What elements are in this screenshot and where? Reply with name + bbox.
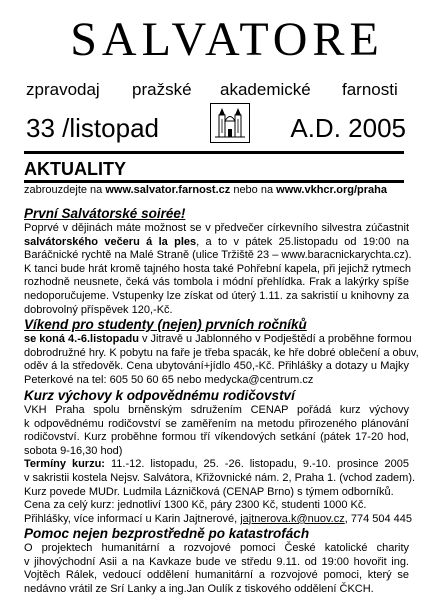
article-line: rozhodně neusnete, čeká vás tombola i módní přehlídka. Frak a lakýrky spíše xyxy=(24,276,409,289)
article-weekend xyxy=(24,316,419,387)
article-title: První Salvátorské soirée! xyxy=(24,206,186,221)
article-line xyxy=(24,458,409,472)
article-course xyxy=(24,387,416,526)
article-line: v jihovýchodní Asii a na Kavkaze bude ve středu 9.11. od 19:00 hovořit ing. xyxy=(24,555,409,568)
article-line: dobrodružné hry. K pobytu na faře je třeba spacák, ke hře dobré oblečení a obuv, xyxy=(24,346,419,359)
article-title: Víkend pro studenty (nejen) prvních ročníků xyxy=(24,317,307,332)
issue-date: A.D. 2005 xyxy=(290,113,406,143)
links-text: nebo na xyxy=(230,184,277,196)
article-title: Pomoc nejen bezprostředně po katastrofách xyxy=(24,526,310,541)
article-line: sobota 9-16,30 hod) xyxy=(24,444,123,457)
subtitle-word: farnosti xyxy=(342,80,398,99)
website-link[interactable]: www.vkhcr.org/praha xyxy=(276,184,387,196)
article-text: 11.-12. listopadu, 25. -26. listopadu, 9.-10. prosince 2005 xyxy=(104,458,410,471)
article-line: dobrovolný příspěvek 120,-Kč. xyxy=(24,303,173,316)
article-bold-text: Termíny kurzu: xyxy=(24,458,105,471)
subtitle xyxy=(26,79,424,101)
subtitle-word: akademické xyxy=(220,80,311,99)
newsletter-title: SALVATORE xyxy=(70,13,384,66)
article-line xyxy=(24,236,409,250)
article-text: v Jitravě u Jablonného v Podještědí a proběhne formou xyxy=(138,333,412,345)
article-line: v sakristii kostela Nejsv. Salvátora, Křižovnické nám. 2, Praha 1. (vchod zadem). xyxy=(24,471,416,484)
subtitle-word: zpravodaj xyxy=(26,80,100,99)
article-line: Kurz povede MUDr. Ludmila Lázničková (CENAP Brno) s týmem odborníků. xyxy=(24,485,394,498)
article-line: Poprvé v dějinách máte možnost se v předvečer církevního silvestra zúčastnit xyxy=(24,222,409,234)
article-line: VKH Praha spolu brněnským sdružením CENAP pořádá kurz výchovy xyxy=(24,404,409,416)
article-line: O projektech humanitární a rozvojové pomoci České katolické charity xyxy=(24,542,409,554)
email-link[interactable]: jajtnerova.k@nuov.cz xyxy=(240,512,345,525)
article-text: , a to v pátek 25.listopadu od 19:00 na xyxy=(196,235,409,248)
issue-line xyxy=(26,101,406,147)
article-line: nedávno vrátil ze Srí Lanky a ing.Jan Oulík z tiskového oddělení ČKCH. xyxy=(24,582,374,595)
article-text: Přihlášky, více informací u Karin Jajtnerové, xyxy=(24,512,241,525)
issue-number: 33 /listopad xyxy=(26,113,159,143)
subtitle-word: pražské xyxy=(132,80,192,99)
article-line: nedoporučujeme. Vstupenky lze získat od úterý 1.11. za sakristií u knihovny za xyxy=(24,289,409,302)
article-line: Cena za celý kurz: jednotliví 1300 Kč, páry 2300 Kč, studenti 1000 Kč. xyxy=(24,499,367,512)
article-soiree xyxy=(24,205,412,317)
divider xyxy=(24,151,404,154)
article-title: Kurz výchovy k odpovědnému rodičovství xyxy=(24,388,295,403)
article-line: Baráčnické rychtě na Malé Straně (ulice Tržiště 23 – www.baracnickarychta.cz). xyxy=(24,249,412,262)
article-line: Peterkové na tel: 605 50 60 65 nebo medycka@centrum.cz xyxy=(24,373,314,386)
article-line xyxy=(24,333,412,347)
divider xyxy=(24,180,404,183)
article-line: oděv á la středověk. Cena ubytování+jídlo 450,-Kč. Přihlášky a dotazy u Majky xyxy=(24,360,409,373)
article-line: Vojtěch Rálek, vedoucí oddělení humanitární a rozvojové pomoci, který se xyxy=(24,569,409,582)
masthead xyxy=(24,14,430,72)
article-text: , 774 504 445 xyxy=(344,512,413,525)
article-line: rodičovství. Kurz proběhne formou tří víkendových setkání (pátek 17-20 hod, xyxy=(24,431,409,444)
article-line: K tanci bude hrát kromě tajného hosta také Pohřební kapela, při jejichž rytmech xyxy=(24,262,412,275)
article-bold-text: salvátorského večeru á la ples xyxy=(24,235,197,248)
links-text: zabrouzdejte na xyxy=(24,184,106,196)
website-link[interactable]: www.salvator.farnost.cz xyxy=(105,184,231,196)
links-line xyxy=(24,184,409,197)
article-aid xyxy=(24,525,409,596)
article-line: k odpovědnému rodičovství se zaměřením na metodu přirozeného plánování xyxy=(24,417,409,430)
article-bold-text: se koná 4.-6.listopadu xyxy=(24,333,139,345)
section-heading: AKTUALITY xyxy=(24,159,126,179)
church-icon xyxy=(210,103,250,143)
